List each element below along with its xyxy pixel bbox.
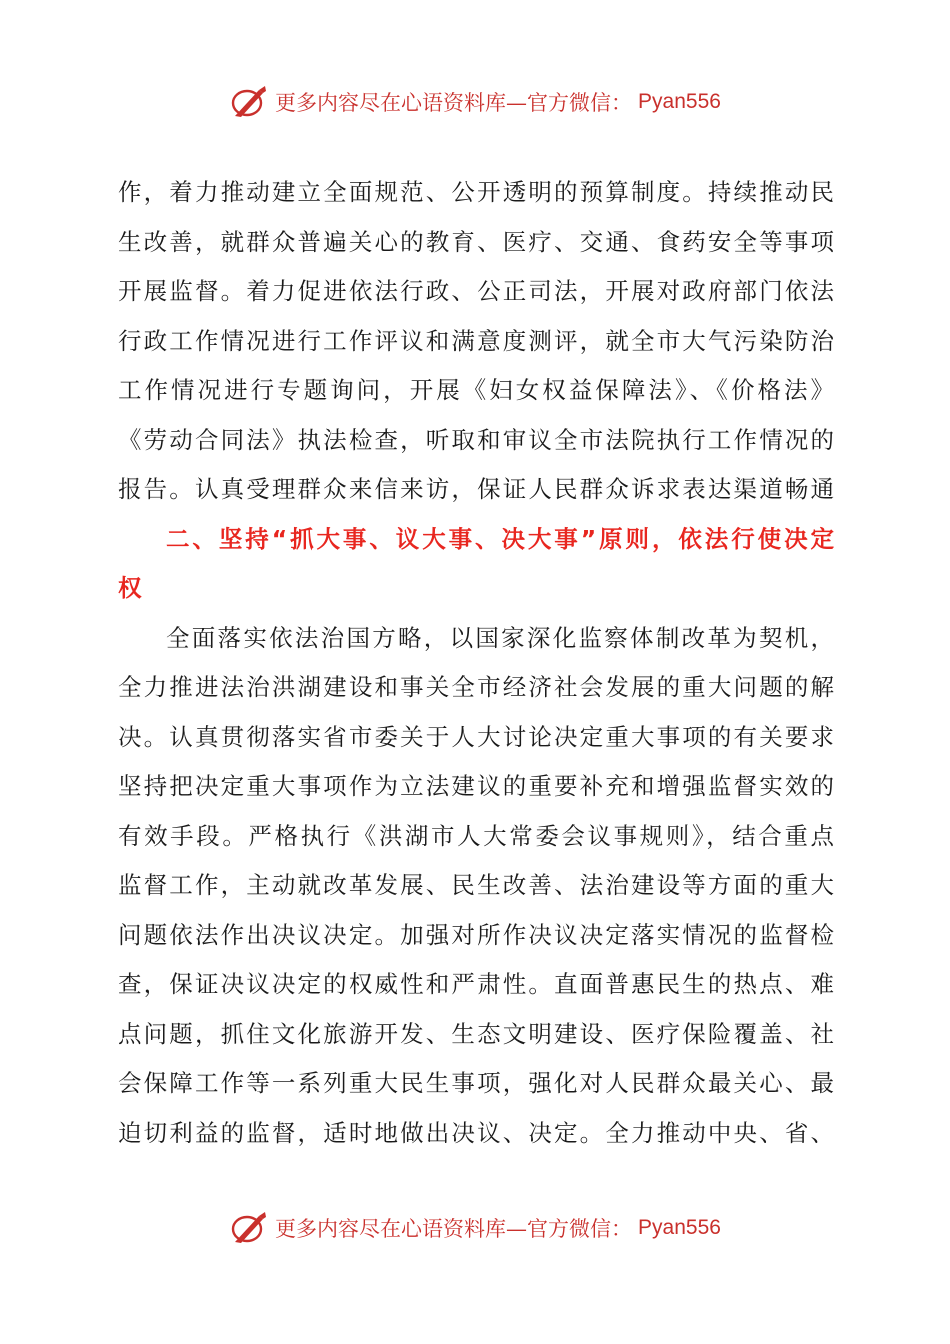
- paragraph-line: 有效手段。严格执行《洪湖市人大常委会议事规则》，结合重点: [118, 821, 834, 850]
- paragraph-line: 迫切利益的监督，适时地做出决议、决定。全力推动中央、省、: [118, 1118, 834, 1147]
- header-wechat-id: Pyan556: [638, 90, 721, 113]
- paragraph-line: 《劳动合同法》执法检查，听取和审议全市法院执行工作情况的: [118, 425, 834, 454]
- pen-circle-logo-icon: [229, 84, 269, 120]
- paragraph-line: 行政工作情况进行工作评议和满意度测评，就全市大气污染防治: [118, 326, 834, 355]
- paragraph-line: 生改善，就群众普遍关心的教育、医疗、交通、食药安全等事项: [118, 227, 834, 256]
- footer-watermark-text: 更多内容尽在心语资料库—官方微信：: [275, 1217, 633, 1241]
- document-body: [118, 168, 834, 1158]
- header-watermark-text: 更多内容尽在心语资料库—官方微信：: [275, 91, 633, 115]
- paragraph-line: 查，保证决议决定的权威性和严肃性。直面普惠民生的热点、难: [118, 970, 834, 998]
- paragraph-line: 全面落实依法治国方略，以国家深化监察体制改革为契机，: [166, 623, 834, 652]
- footer-wechat-id: Pyan556: [638, 1216, 721, 1239]
- paragraph-line: 开展监督。着力促进依法行政、公正司法，开展对政府部门依法: [118, 277, 834, 305]
- paragraph-line: 决。认真贯彻落实省市委关于人大讨论决定重大事项的有关要求: [118, 722, 834, 751]
- paragraph-line: 全力推进法治洪湖建设和事关全市经济社会发展的重大问题的解: [118, 673, 834, 701]
- header-watermark: [0, 82, 950, 122]
- paragraph-line: 监督工作，主动就改革发展、民生改善、法治建设等方面的重大: [118, 871, 834, 899]
- paragraph-line: 作，着力推动建立全面规范、公开透明的预算制度。持续推动民: [118, 178, 834, 206]
- paragraph-line: 点问题，抓住文化旅游开发、生态文明建设、医疗保险覆盖、社: [118, 1019, 834, 1048]
- paragraph-line: 报告。认真受理群众来信来访，保证人民群众诉求表达渠道畅通: [118, 475, 834, 503]
- footer-watermark: [0, 1208, 950, 1248]
- paragraph-line: 工作情况进行专题询问，开展《妇女权益保障法》、《价格法》: [118, 376, 834, 404]
- pen-circle-logo-icon: [229, 1210, 269, 1246]
- paragraph-line: 坚持把决定重大事项作为立法建议的重要补充和增强监督实效的: [118, 772, 834, 800]
- paragraph-line: 会保障工作等一系列重大民生事项，强化对人民群众最关心、最: [118, 1069, 834, 1097]
- paragraph-line: 问题依法作出决议决定。加强对所作决议决定落实情况的监督检: [118, 920, 834, 949]
- section-heading: 二、坚持“抓大事、议大事、决大事”原则，依法行使决定: [166, 524, 834, 553]
- section-heading-continuation: 权: [118, 574, 142, 602]
